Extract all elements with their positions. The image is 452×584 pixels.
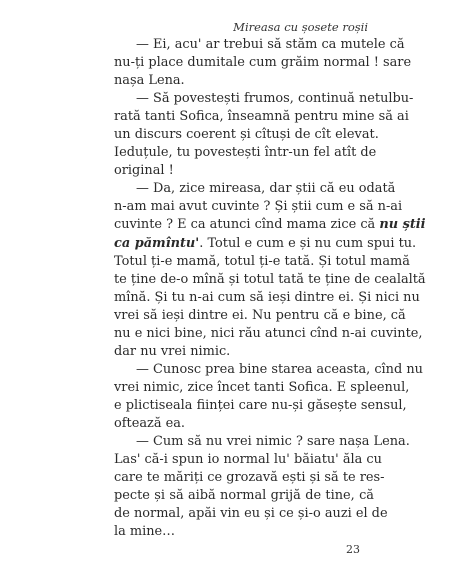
text-segment: rată tanti Sofica, înseamnă pentru mine să ai [114, 109, 409, 125]
text-line [114, 289, 420, 307]
text-segment: — Da, zice mireasa, dar știi că eu odată [136, 181, 396, 197]
text-segment: cuvinte ? E ca atunci cînd mama zice că [114, 217, 380, 233]
text-line [114, 72, 374, 90]
text-line [114, 36, 405, 54]
text-line [114, 198, 403, 216]
text-line [114, 433, 410, 451]
text-segment: mînă. Și tu n-ai cum să ieși dintre ei. Și nici nu [114, 289, 420, 305]
text-segment: — Cum să nu vrei nimic ? sare nașa Lena. [136, 434, 410, 450]
text-line [114, 162, 374, 180]
text-line [114, 523, 374, 541]
text-line [114, 379, 410, 397]
text-segment: oftează ea. [114, 415, 186, 431]
text-line [114, 54, 412, 72]
text-segment: . Totul e cum e și nu cum spui tu. [199, 235, 417, 251]
text-segment: nu e nici bine, nici rău atunci cînd n-ai cuvinte, [114, 325, 423, 341]
body-text [114, 36, 426, 541]
text-segment: original ! [114, 163, 174, 179]
emphasized-text: ca pămîntu' [114, 235, 200, 251]
text-line [114, 271, 426, 289]
text-line [114, 235, 417, 253]
text-segment: nu-ți place dumitale cum grăim normal ! sare [114, 55, 412, 71]
text-line [114, 451, 382, 469]
text-line [114, 325, 423, 343]
text-segment: la mine… [114, 524, 176, 540]
text-line [114, 90, 414, 108]
text-line [114, 216, 426, 234]
text-segment: te ține de-o mînă și totul tată te ține de cealaltă [114, 271, 426, 287]
text-line [114, 108, 409, 126]
text-segment: n-am mai avut cuvinte ? Și știi cum e să n-ai [114, 199, 403, 215]
text-segment: vrei să ieși dintre ei. Nu pentru că e bine, că [114, 307, 406, 323]
text-segment: — Să povestești frumos, continuă netulbu- [136, 91, 414, 107]
text-line [114, 253, 410, 271]
running-header [233, 20, 368, 34]
text-segment: care te măriți ce grozavă ești și să te res- [114, 470, 385, 486]
text-line [114, 397, 407, 415]
text-line [114, 144, 377, 162]
text-line [114, 361, 423, 379]
text-line [114, 505, 388, 523]
text-line [114, 469, 385, 487]
text-segment: un discurs coerent și cîtuși de cît elevat. [114, 127, 379, 143]
emphasized-text: nu știi [379, 217, 426, 233]
text-line [114, 126, 379, 144]
text-line [114, 415, 374, 433]
text-segment: vrei nimic, zice încet tanti Sofica. E spleenul, [114, 379, 410, 395]
text-segment: nașa Lena. [114, 73, 185, 89]
text-segment: Ieduțule, tu povestești într-un fel atît de [114, 145, 377, 161]
running-title: Mireasa cu șosete roșii [233, 20, 368, 34]
text-segment: Las' că-i spun io normal lu' băiatu' ăla cu [114, 452, 382, 468]
text-line [114, 487, 374, 505]
text-segment: — Cunosc prea bine starea aceasta, cînd nu [136, 361, 423, 377]
text-line [114, 180, 396, 198]
text-segment: e plictiseala ființei care nu-și găsește sensul, [114, 397, 407, 413]
text-line [114, 343, 374, 361]
text-line [114, 307, 406, 325]
text-segment: Totul ți-e mamă, totul ți-e tată. Și totul mamă [114, 253, 410, 269]
page-number: 23 [346, 543, 360, 556]
text-segment: dar nu vrei nimic. [114, 343, 231, 359]
text-segment: pecte și să aibă normal grijă de tine, că [114, 488, 374, 504]
text-segment: de normal, apăi vin eu și ce și-o auzi el de [114, 506, 388, 522]
text-segment: — Ei, acu' ar trebui să stăm ca mutele că [136, 37, 405, 52]
